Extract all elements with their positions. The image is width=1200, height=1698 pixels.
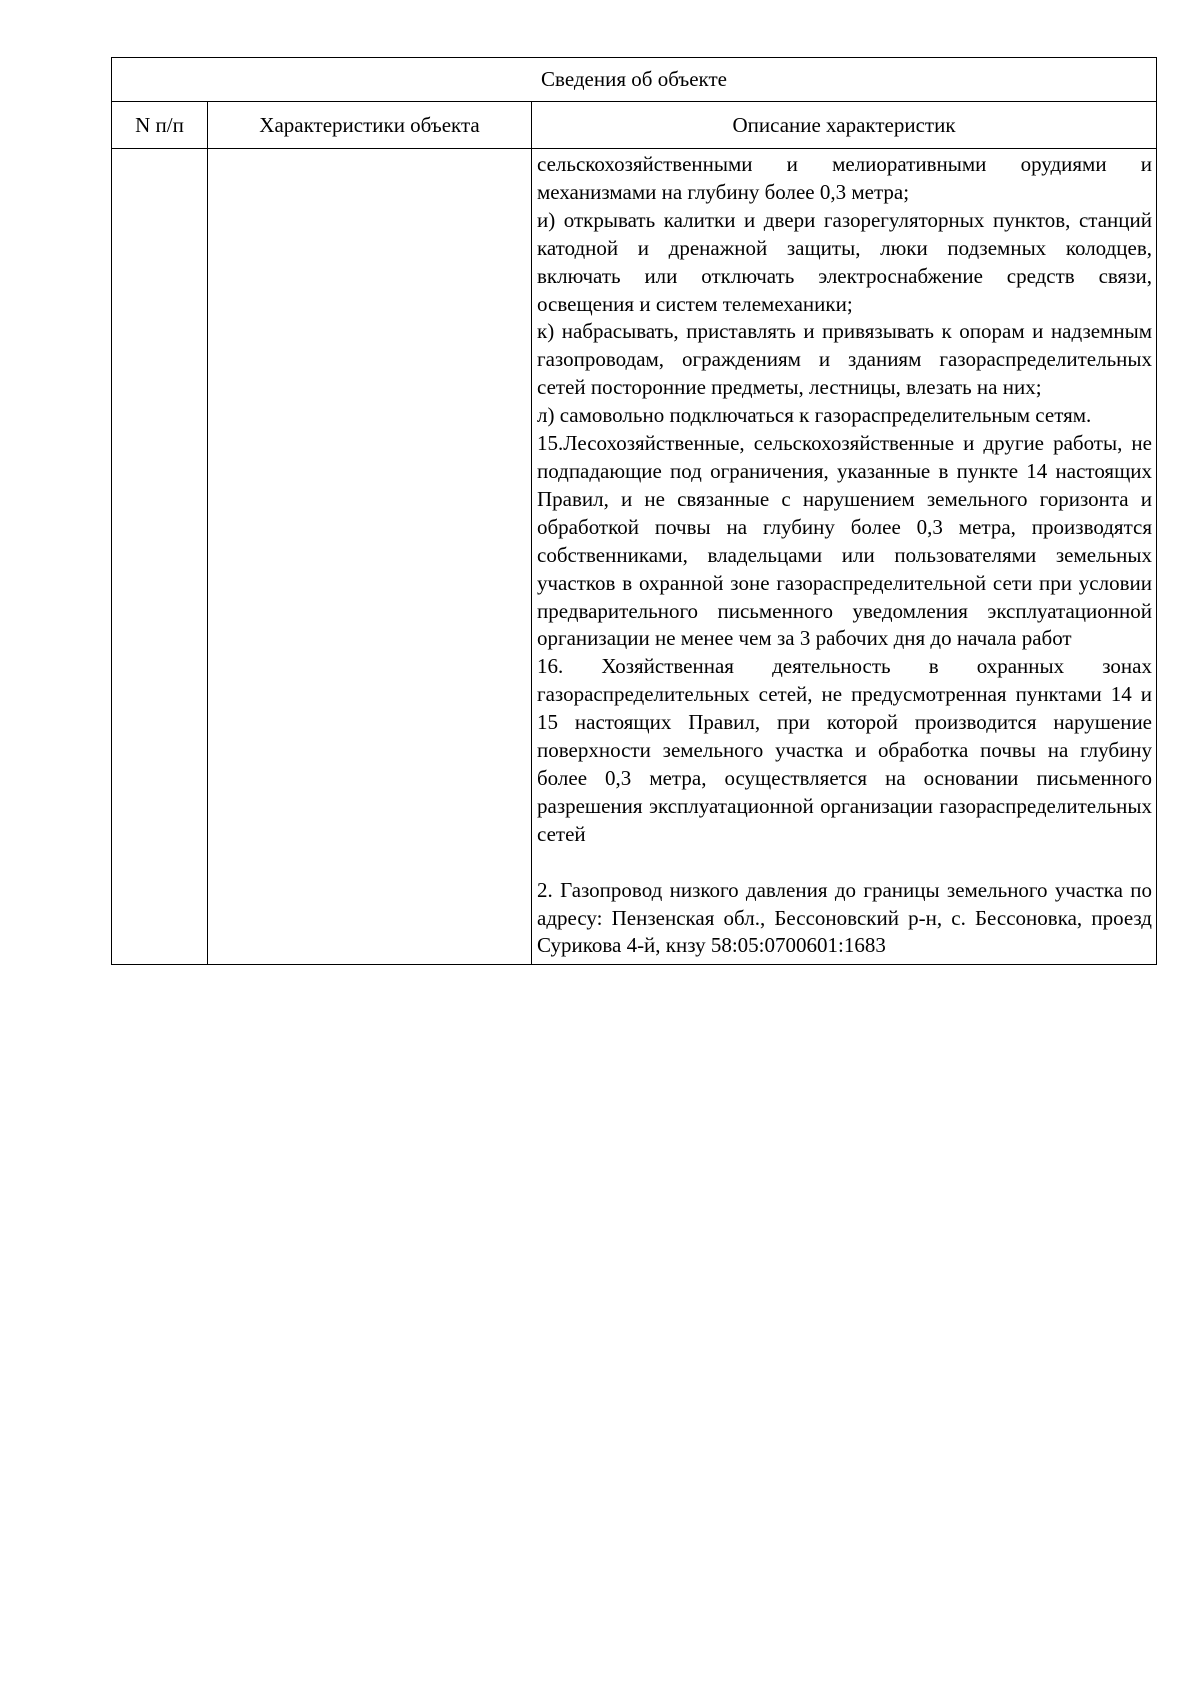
table-caption-row xyxy=(112,58,1157,102)
description-paragraph: 2. Газопровод низкого давления до границы земельного участка по адресу: Пензенская обл., Бессоновский р-н, с. Бессоновка, проезд Сурикова 4-й, кнзу 58:05:0700601:1683 xyxy=(537,877,1152,958)
description-paragraph: 15.Лесохозяйственные, сельскохозяйственные и другие работы, не подпадающие под ограничения, указанные в пункте 14 настоящих Правил, и не связанные с нарушением земельного горизонта и обработкой почвы на глубину более 0,3 метра, производятся собственниками, владельцами или пользователями земельных участков в охранной зоне газораспределительной сети при условии предварительного письменного уведомления эксплуатационной организации не менее чем за 3 рабочих дня до начала работ xyxy=(537,431,1152,651)
description-paragraph: к) набрасывать, приставлять и привязывать к опорам и надземным газопроводам, ограждениям и зданиям газораспределительных сетей посторонние предметы, лестницы, влезать на них; xyxy=(537,319,1152,400)
object-info-table xyxy=(111,57,1157,965)
cell-description xyxy=(532,149,1157,965)
paragraph-spacer xyxy=(537,849,1152,877)
table-caption: Сведения об объекте xyxy=(112,58,1157,102)
cell-number xyxy=(112,149,208,965)
description-paragraph: и) открывать калитки и двери газорегуляторных пунктов, станций катодной и дренажной защиты, люки подземных колодцев, включать или отключать электроснабжение средств связи, освещения и систем телемеханики; xyxy=(537,207,1152,316)
cell-characteristics xyxy=(208,149,532,965)
header-characteristics: Характеристики объекта xyxy=(208,102,532,149)
header-number: N п/п xyxy=(112,102,208,149)
description-paragraph: л) самовольно подключаться к газораспределительным сетям. xyxy=(537,403,1092,428)
description-paragraph: 16. Хозяйственная деятельность в охранных зонах газораспределительных сетей, не предусмотренная пунктами 14 и 15 настоящих Правил, при которой производится нарушение поверхности земельного участка и обработка почвы на глубину более 0,3 метра, осуществляется на основании письменного разрешения эксплуатационной организации газораспределительных сетей xyxy=(537,654,1152,846)
description-paragraph: сельскохозяйственными и мелиоративными орудиями и механизмами на глубину более 0,3 метра; xyxy=(537,152,1152,204)
table-row xyxy=(112,149,1157,965)
table-header-row xyxy=(112,102,1157,149)
header-description: Описание характеристик xyxy=(532,102,1157,149)
